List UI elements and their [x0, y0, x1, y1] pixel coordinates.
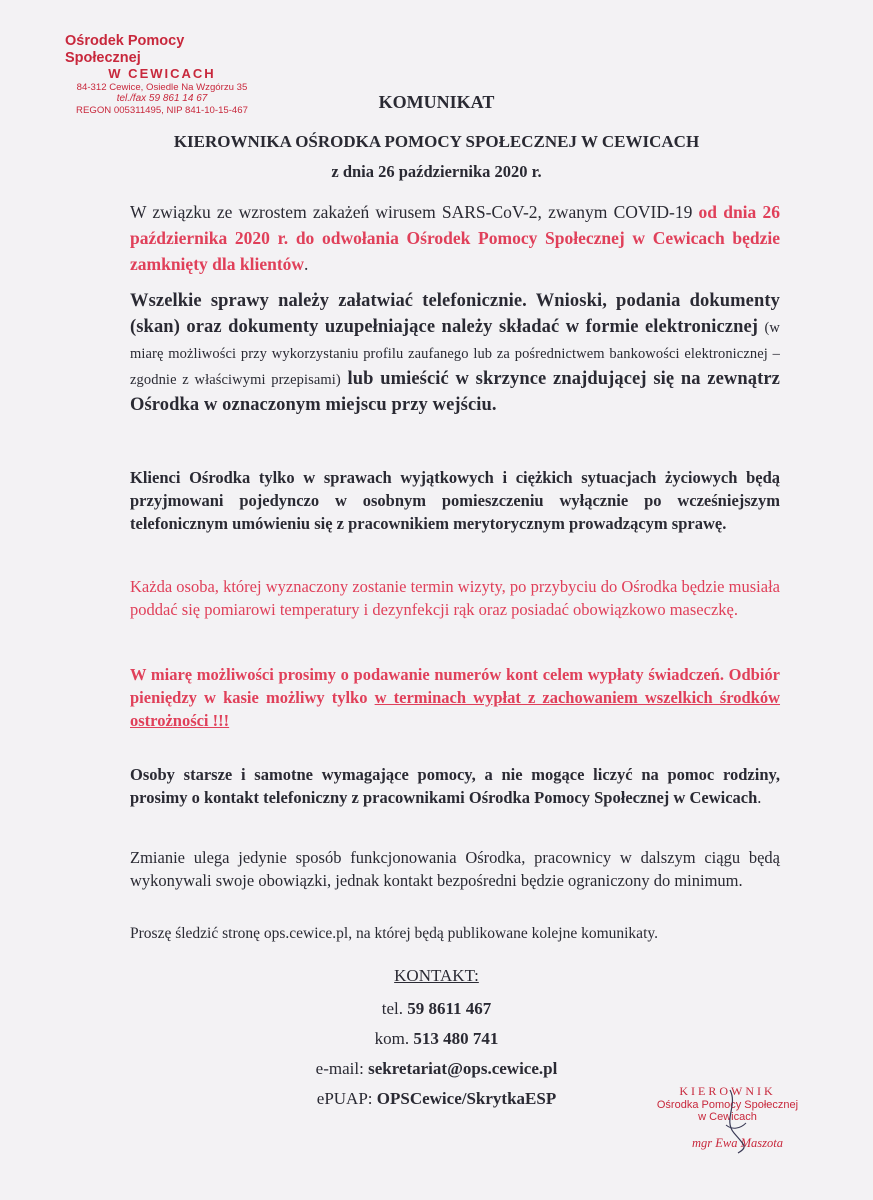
stamp-ids: REGON 005311495, NIP 841-10-15-467 [76, 104, 248, 116]
paragraph-visits: Klienci Ośrodka tylko w sprawach wyjątkowych i ciężkich sytuacjach życiowych będą przyjmowani pojedynczo w osobnym pomieszczeniu wyłącznie po wcześniejszym telefonicznym umówieniu się z pracownikiem merytorycznym prowadzącym sprawę. [130, 468, 780, 533]
signature-title: KIEROWNIK [679, 1084, 776, 1098]
signature-scribble [668, 1085, 778, 1155]
contact-epuap-address[interactable]: OPSCewice/SkrytkaESP [376, 1089, 557, 1108]
signature-name: mgr Ewa Maszota [692, 1136, 783, 1151]
contact-mobile-label: kom. [374, 1029, 414, 1048]
paragraph-sanitary: Każda osoba, której wyznaczony zostanie termin wizyty, po przybyciu do Ośrodka będzie musiała poddać się pomiarowi temperatury i dezynfekcji rąk oraz posiadać obowiązkowo maseczkę. [130, 577, 780, 619]
contact-email-address[interactable]: sekretariat@ops.cewice.pl [368, 1059, 558, 1078]
p2-box: lub umieścić w skrzynce znajdującej się na zewnątrz Ośrodka w oznaczonym miejscu przy wejściu. [130, 369, 780, 415]
p5-underlined: w terminach wypłat z zachowaniem wszelkich środków ostrożności !!! [130, 688, 781, 730]
p1-closure-notice: od dnia 26 października 2020 r. do odwołania Ośrodek Pomocy Społecznej w Cewicach będzie zamknięty dla klientów [130, 202, 780, 274]
contact-email-label: e-mail: [315, 1059, 369, 1078]
document-title: KOMUNIKAT [378, 92, 495, 112]
document-date: z dnia 26 października 2020 r. [331, 162, 542, 181]
document-subtitle: KIEROWNIKA OŚRODKA POMOCY SPOŁECZNEJ W CEWICACH [173, 132, 700, 151]
p6-main: Osoby starsze i samotne wymagające pomocy, a nie mogące liczyć na pomoc rodziny, prosimy o kontakt telefoniczny z pracownikami Ośrodka Pomocy Społecznej w Cewicach [130, 765, 780, 807]
paragraph-closure [130, 199, 780, 277]
p5-main: W miarę możliwości prosimy o podawanie numerów kont celem wypłaty świadczeń. Odbiór pieniędzy w kasie możliwy tylko [130, 665, 780, 707]
stamp-city: W CEWICACH [108, 66, 216, 82]
paragraph-elderly [130, 763, 780, 809]
paragraph-remote-contact [130, 288, 780, 418]
p1-end: . [304, 254, 309, 274]
contact-heading: KONTAKT: [394, 966, 479, 985]
contact-phone-number[interactable]: 59 8611 467 [407, 999, 492, 1018]
contact-phone-label: tel. [381, 999, 408, 1018]
contact-email [0, 1059, 873, 1079]
contact-mobile [0, 1029, 873, 1049]
p1-intro: W związku ze wzrostem zakażeń wirusem SARS-CoV-2, zwanym COVID-19 [130, 202, 699, 222]
contact-mobile-number[interactable]: 513 480 741 [413, 1029, 499, 1048]
paragraph-website: Proszę śledzić stronę ops.cewice.pl, na której będą publikowane kolejne komunikaty. [130, 925, 658, 942]
signature-office: Ośrodka Pomocy Społecznej [656, 1098, 799, 1111]
paragraph-payments [130, 663, 780, 732]
contact-phone [0, 999, 873, 1019]
contact-epuap-label: ePUAP: [316, 1089, 377, 1108]
stamp-phone: tel./fax 59 861 14 67 [116, 93, 208, 105]
signature-stamp [640, 1085, 815, 1150]
p2-note: (w miarę możliwości przy wykorzystaniu profilu zaufanego lub za pośrednictwem bankowości elektronicznej – zgodnie z właściwymi przepisami) [130, 320, 780, 388]
stamp-office-name: Ośrodek Pomocy Społecznej [65, 33, 185, 66]
signature-city: w Cewicach [698, 1111, 757, 1124]
stamp-address: 84-312 Cewice, Osiedle Na Wzgórzu 35 [76, 82, 248, 94]
p2-main: Wszelkie sprawy należy załatwiać telefonicznie. Wnioski, podania dokumenty (skan) oraz dokumenty uzupełniające należy składać w formie elektronicznej [130, 291, 780, 337]
paragraph-operations: Zmianie ulega jedynie sposób funkcjonowania Ośrodka, pracownicy w dalszym ciągu będą wykonywali swoje obowiązki, jednak kontakt bezpośredni będzie ograniczony do minimum. [130, 848, 780, 890]
p6-end: . [757, 788, 762, 807]
